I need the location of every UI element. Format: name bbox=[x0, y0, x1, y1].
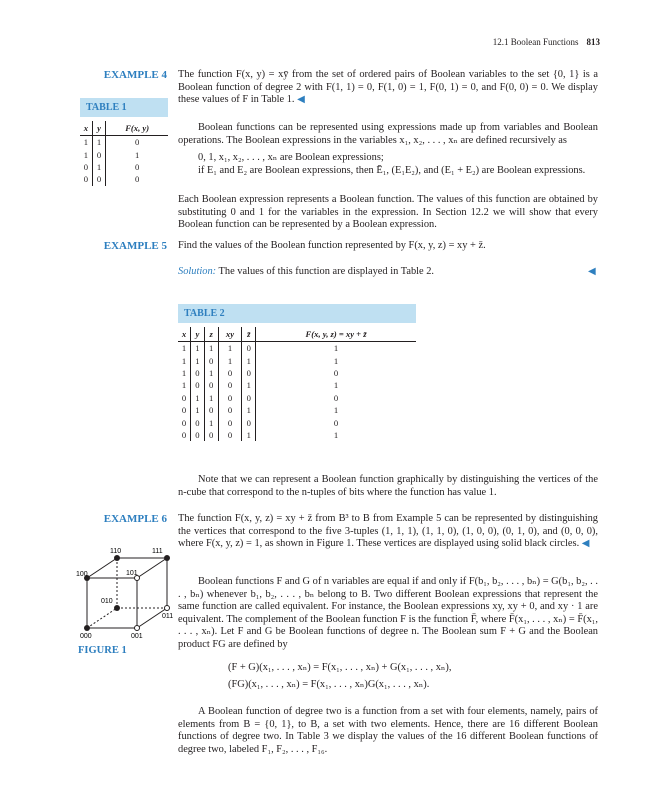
table-cell: 1 bbox=[256, 404, 416, 416]
table-cell: 1 bbox=[92, 161, 106, 173]
table-cell: 1 bbox=[242, 429, 256, 441]
table-cell: 1 bbox=[181, 355, 187, 366]
table-cell: 0 bbox=[218, 416, 242, 428]
table-cell: 1 bbox=[190, 354, 204, 366]
table-cell: 0 bbox=[256, 392, 416, 404]
table-cell: 0 bbox=[181, 429, 187, 440]
boolean-sum-equation: (F + G)(x₁, . . . , xₙ) = F(x₁, . . . , xₙ) + G(x₁, . . . , xₙ), bbox=[228, 662, 452, 673]
table2-header-0: x bbox=[178, 327, 190, 342]
table-cell: 0 bbox=[204, 379, 218, 391]
boolean-product-equation: (FG)(x₁, . . . , xₙ) = F(x₁, . . . , xₙ)G(x₁, . . . , xₙ). bbox=[228, 679, 430, 690]
table-cell: 1 bbox=[92, 136, 106, 149]
expression-rule-1: 0, 1, x₁, x₂, . . . , xₙ are Boolean expressions; bbox=[198, 152, 384, 163]
vertex-label-011: 011 bbox=[162, 613, 174, 620]
table2-header-1: y bbox=[190, 327, 204, 342]
table-cell: 0 bbox=[190, 416, 204, 428]
table-row bbox=[80, 173, 168, 185]
table-2-grid bbox=[178, 327, 416, 441]
table-cell: 1 bbox=[83, 149, 89, 160]
table-row bbox=[178, 342, 416, 355]
table-cell: 0 bbox=[218, 404, 242, 416]
table-1 bbox=[80, 98, 168, 186]
end-of-example-icon: ◀ bbox=[588, 266, 596, 277]
table-cell: 1 bbox=[256, 342, 416, 355]
example-6-text: The function F(x, y, z) = xy + z̄ from B³ to B from Example 5 can be represented by distinguishing the vertices that correspond to the five 3-tuples (1, 1, 1), (1, 1, 0), (1, 0, 0), (0, 1, 0), and (0, 0, 0), where F(x, y, z) = 1, as shown in Figure 1. These vertices are displayed using solid black circles. ◀ bbox=[178, 513, 598, 550]
table-cell: 0 bbox=[106, 136, 168, 149]
vertex-label-101: 101 bbox=[126, 570, 138, 577]
cube-hidden-edge bbox=[87, 608, 117, 628]
cube-edge bbox=[137, 558, 167, 578]
figure-1-label: FIGURE 1 bbox=[78, 645, 127, 656]
table-cell: 0 bbox=[190, 379, 204, 391]
table-cell: 0 bbox=[190, 367, 204, 379]
table-cell: 1 bbox=[106, 148, 168, 160]
table1-header-0: x bbox=[80, 121, 92, 136]
table-row bbox=[178, 404, 416, 416]
table-cell: 0 bbox=[83, 174, 89, 185]
table-cell: 0 bbox=[218, 367, 242, 379]
table-cell: 1 bbox=[190, 342, 204, 355]
vertex-110-filled bbox=[114, 555, 120, 561]
table-cell: 1 bbox=[204, 392, 218, 404]
table-cell: 1 bbox=[204, 367, 218, 379]
vertex-010-filled bbox=[114, 605, 120, 611]
table-cell: 0 bbox=[204, 354, 218, 366]
table-cell: 0 bbox=[218, 379, 242, 391]
table-cell: 1 bbox=[218, 354, 242, 366]
table-row bbox=[178, 367, 416, 379]
note-paragraph: Note that we can represent a Boolean function graphically by distinguishing the vertices of the n-cube that correspond to the n-tuples of bits where the function has value 1. bbox=[178, 474, 598, 498]
table-cell: 0 bbox=[106, 161, 168, 173]
table-row bbox=[80, 161, 168, 173]
table-cell: 0 bbox=[242, 367, 256, 379]
solution-label: Solution: bbox=[178, 266, 217, 277]
table2-header-5: F(x, y, z) = xy + z̄ bbox=[256, 327, 416, 342]
table-row bbox=[178, 429, 416, 441]
table-1-grid bbox=[80, 121, 168, 186]
table-row bbox=[178, 416, 416, 428]
table-cell: 0 bbox=[83, 161, 89, 172]
running-header bbox=[476, 37, 600, 47]
cube-edge bbox=[87, 558, 117, 578]
section-title: 12.1 Boolean Functions bbox=[492, 37, 579, 47]
end-of-example-icon: ◀ bbox=[297, 94, 305, 106]
table-row bbox=[80, 148, 168, 160]
table-cell: 1 bbox=[204, 416, 218, 428]
table-row bbox=[178, 392, 416, 404]
table-row bbox=[178, 379, 416, 391]
example-4-label: EXAMPLE 4 bbox=[103, 69, 167, 81]
table-cell: 0 bbox=[181, 405, 187, 416]
table-cell: 0 bbox=[242, 392, 256, 404]
table-cell: 0 bbox=[92, 173, 106, 185]
table-2-title: TABLE 2 bbox=[178, 304, 416, 323]
table-2 bbox=[178, 304, 416, 441]
final-paragraph: A Boolean function of degree two is a function from a set with four elements, namely, pairs of elements from B = {0, 1}, to B, a set with two elements. Hence, there are 16 different Boolean functions of degree two. In Table 3 we display the values of the 16 different Boolean functions of degree two, labeled F₁, F₂, . . . , F₁₆. bbox=[178, 706, 598, 755]
table-cell: 0 bbox=[181, 417, 187, 428]
vertex-001-open bbox=[135, 626, 140, 631]
expression-rule-2: if E₁ and E₂ are Boolean expressions, then Ē₁, (E₁E₂), and (E₁ + E₂) are Boolean expressions. bbox=[198, 165, 586, 176]
table-cell: 1 bbox=[256, 354, 416, 366]
table-cell: 0 bbox=[106, 173, 168, 185]
page-number: 813 bbox=[586, 37, 600, 47]
table-cell: 1 bbox=[181, 380, 187, 391]
example-5-label: EXAMPLE 5 bbox=[103, 240, 167, 252]
table-cell: 1 bbox=[242, 404, 256, 416]
boolean-expression-paragraph: Each Boolean expression represents a Boolean function. The values of this function are obtained by substituting 0 and 1 for the variables in the expression. In Section 12.2 we will show that every Boolean function can be represented by a Boolean expression. bbox=[178, 194, 598, 231]
table2-header-4: z̄ bbox=[242, 327, 256, 342]
vertex-label-110: 110 bbox=[110, 548, 122, 555]
table-row bbox=[178, 354, 416, 366]
vertex-label-111: 111 bbox=[152, 548, 163, 555]
vertex-011-open bbox=[165, 606, 170, 611]
table-cell: 1 bbox=[190, 404, 204, 416]
table-cell: 1 bbox=[181, 367, 187, 378]
vertex-label-001: 001 bbox=[131, 633, 143, 640]
table1-header-1: y bbox=[92, 121, 106, 136]
vertex-label-010: 010 bbox=[101, 598, 113, 605]
example-5-text: Find the values of the Boolean function represented by F(x, y, z) = xy + z̄. bbox=[178, 240, 486, 251]
equality-paragraph: Boolean functions F and G of n variables are equal if and only if F(b₁, b₂, . . . , bₙ) = G(b₁, b₂, . . . , bₙ) whenever b₁, b₂, . . . , bₙ belong to B. Two different Boolean expressions that represent the same function are called equivalent. For instance, the Boolean expressions xy, xy + 0, and xy · 1 are equivalent. The complement of the Boolean function F is the function F̄, where F̄(x₁, . . . , xₙ) = F̄(x₁, . . . , xₙ). Let F and G be Boolean functions of degree n. The Boolean sum F + G and the Boolean product FG are defined by bbox=[178, 576, 598, 650]
table-cell: 1 bbox=[190, 392, 204, 404]
example-5-solution: Solution: The values of this function are displayed in Table 2. bbox=[178, 266, 435, 277]
table-1-title: TABLE 1 bbox=[80, 98, 168, 117]
table2-header-2: z bbox=[204, 327, 218, 342]
vertex-111-filled bbox=[164, 555, 170, 561]
vertex-label-000: 000 bbox=[80, 633, 92, 640]
vertex-000-filled bbox=[84, 625, 90, 631]
figure-1-cube bbox=[78, 540, 178, 640]
boolean-expressions-intro: Boolean functions can be represented using expressions made up from variables and Boolean operations. The Boolean expressions in the variables x₁, x₂, . . . , xₙ are defined recursively as bbox=[178, 122, 598, 146]
table-cell: 0 bbox=[218, 429, 242, 441]
table-cell: 1 bbox=[256, 429, 416, 441]
table-cell: 0 bbox=[204, 404, 218, 416]
table-cell: 0 bbox=[242, 342, 256, 355]
table-cell: 1 bbox=[204, 342, 218, 355]
table-cell: 0 bbox=[242, 416, 256, 428]
table-row bbox=[80, 136, 168, 149]
vertex-label-100: 100 bbox=[76, 571, 88, 578]
table-cell: 0 bbox=[204, 429, 218, 441]
table-cell: 1 bbox=[242, 379, 256, 391]
table-cell: 1 bbox=[83, 137, 89, 148]
table-cell: 0 bbox=[181, 392, 187, 403]
table1-header-2: F(x, y) bbox=[106, 121, 168, 136]
table-cell: 1 bbox=[181, 343, 187, 354]
table-cell: 1 bbox=[242, 354, 256, 366]
table-cell: 1 bbox=[218, 342, 242, 355]
table-cell: 0 bbox=[218, 392, 242, 404]
table-cell: 0 bbox=[256, 367, 416, 379]
table-cell: 0 bbox=[256, 416, 416, 428]
table-cell: 1 bbox=[256, 379, 416, 391]
table-cell: 0 bbox=[92, 148, 106, 160]
example-6-label: EXAMPLE 6 bbox=[103, 513, 167, 525]
table-cell: 0 bbox=[190, 429, 204, 441]
table2-header-3: xy bbox=[218, 327, 242, 342]
end-of-example-icon: ◀ bbox=[581, 538, 590, 550]
example-4-text: The function F(x, y) = xȳ from the set of ordered pairs of Boolean variables to the set {0, 1} is a Boolean function of degree 2 with F(1, 1) = 0, F(1, 0) = 1, F(0, 1) = 0, and F(0, 0) = 0. We display these values of F in Table 1. ◀ bbox=[178, 69, 598, 106]
